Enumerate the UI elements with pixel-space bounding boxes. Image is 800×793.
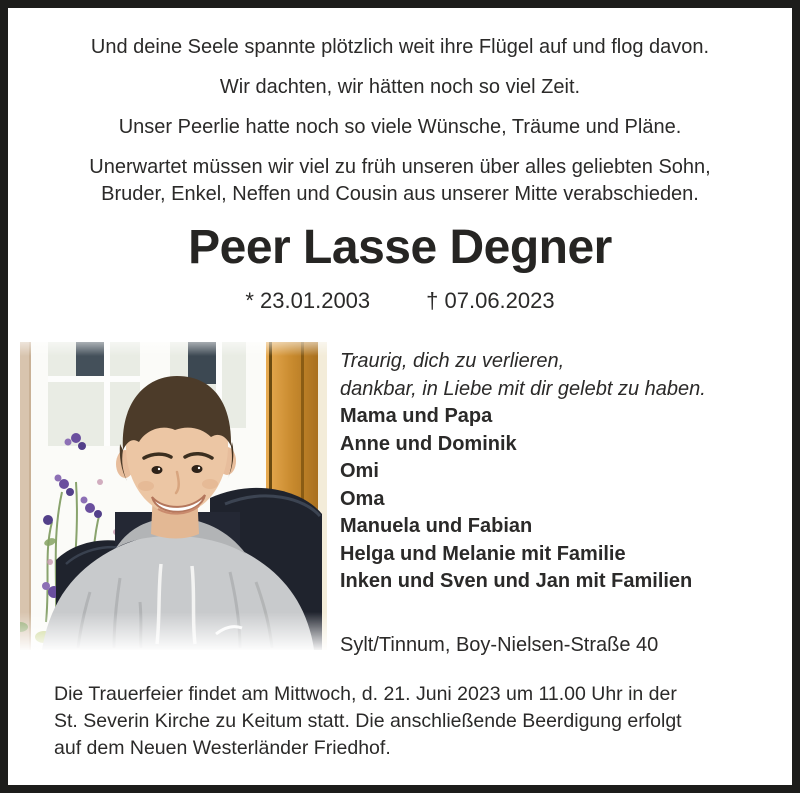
condolence-line: Traurig, dich zu verlieren,: [340, 350, 565, 372]
portrait-photo: [20, 342, 327, 650]
intro-line: Unerwartet müssen wir viel zu früh unseren über alles geliebten Sohn,: [89, 156, 711, 178]
epigraph-line: Wir dachten, wir hätten noch so viel Zeit.: [219, 76, 581, 98]
mourner-line: Helga und Melanie mit Familie: [340, 542, 626, 565]
deceased-name: Peer Lasse Degner: [188, 221, 612, 274]
funeral-info-line: auf dem Neuen Westerländer Friedhof.: [54, 736, 391, 759]
birth-date: * 23.01.2003: [245, 288, 371, 313]
portrait-photo-illustration: [20, 342, 327, 650]
funeral-info-line: St. Severin Kirche zu Keitum statt. Die anschließende Beerdigung erfolgt: [54, 709, 682, 732]
life-dates: [8, 288, 792, 314]
funeral-info: [54, 681, 754, 762]
photo-and-mourners-row: [8, 342, 792, 659]
funeral-info-line: Die Trauerfeier findet am Mittwoch, d. 21. Juni 2023 um 11.00 Uhr in der: [54, 682, 677, 705]
mourner-line: Mama und Papa: [340, 405, 493, 427]
mourner-line: Anne und Dominik: [340, 432, 517, 455]
death-date: † 07.06.2023: [426, 288, 555, 313]
mourner-line: Oma: [340, 487, 385, 510]
epigraph-line: Und deine Seele spannte plötzlich weit ihre Flügel auf und flog davon.: [90, 36, 710, 58]
epigraph: [8, 8, 792, 140]
mourners-column: [327, 342, 706, 659]
intro-paragraph: [8, 154, 792, 208]
epigraph-line: Unser Peerlie hatte noch so viele Wünsche, Träume und Pläne.: [118, 116, 682, 138]
mourner-line: Manuela und Fabian: [340, 515, 533, 537]
intro-line: Bruder, Enkel, Neffen und Cousin aus unserer Mitte verabschieden.: [101, 183, 699, 205]
address-line: Sylt/Tinnum, Boy-Nielsen-Straße 40: [340, 633, 659, 656]
mourner-line: Omi: [340, 460, 379, 482]
mourner-line: Inken und Sven und Jan mit Familien: [340, 570, 693, 592]
condolence-line: dankbar, in Liebe mit dir gelebt zu haben.: [340, 377, 706, 400]
